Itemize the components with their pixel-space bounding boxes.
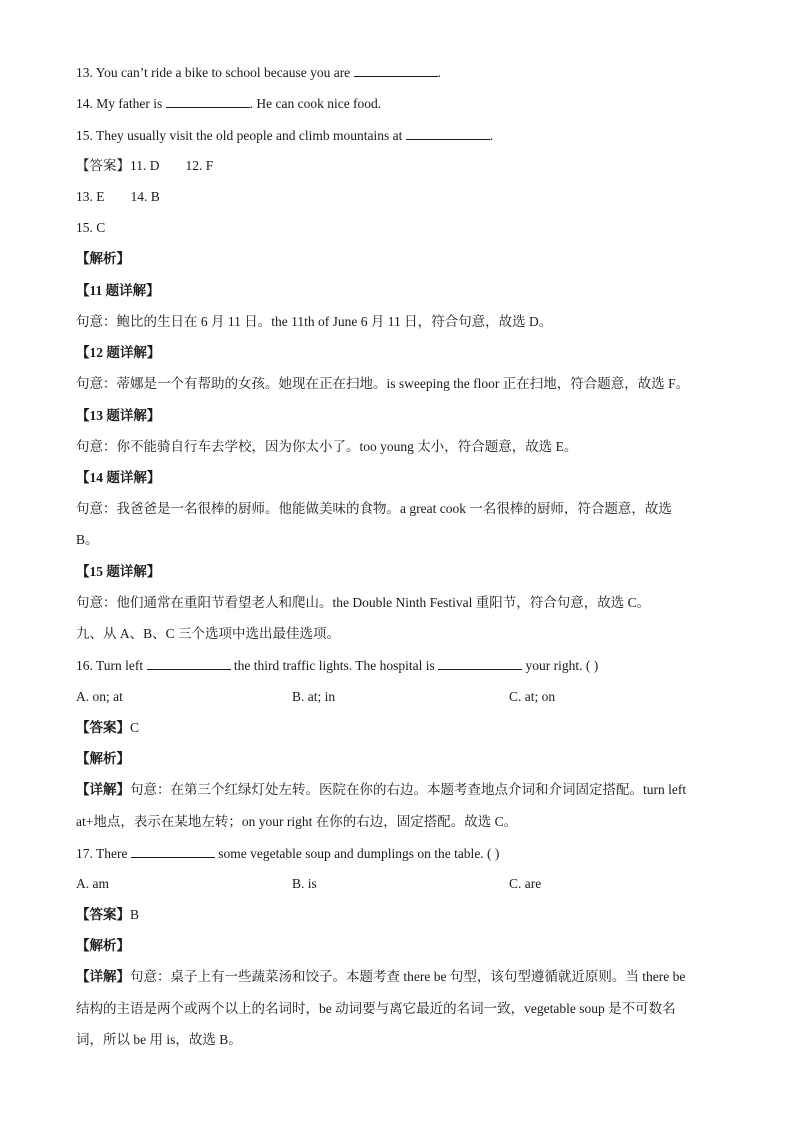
analysis-label: 【解析】: [76, 251, 130, 266]
detail-label: 【详解】: [76, 782, 130, 797]
question-16: [76, 656, 598, 675]
question-16-part2: the third traffic lights. The hospital is: [233, 658, 435, 673]
question-16-part1: 16. Turn left: [76, 658, 144, 673]
detail-12-body: 句意：蒂娜是一个有帮助的女孩。她现在正在扫地。is sweeping the floor 正在扫地，符合题意，故选 F。: [76, 376, 690, 391]
answer-blank: [406, 126, 490, 140]
q16-detail-line2: at+地点，表示在某地左转；on your right 在你的右边，固定搭配。故选 C。: [76, 814, 518, 829]
question-17: [76, 844, 499, 863]
detail-11-heading: 【11 题详解】: [76, 283, 160, 298]
answer-label: 【答案】: [76, 907, 130, 922]
q16-answer-value: C: [130, 720, 140, 735]
q17-detail-line2: 结构的主语是两个或两个以上的名词时，be 动词要与离它最近的名词一致，vegetable soup 是不可数名: [76, 1001, 676, 1016]
q17-answer: [76, 906, 139, 924]
answer-13: 13. E: [76, 189, 105, 204]
question-14: [76, 94, 381, 113]
answer-blank: [438, 656, 522, 670]
q16-option-b: B. at; in: [292, 689, 336, 704]
question-13: [76, 63, 441, 82]
question-14-end: . He can cook nice food.: [249, 96, 382, 111]
q17-detail-line1: [76, 968, 685, 986]
q17-option-c: C. are: [509, 876, 542, 891]
q17-detail-line3: 词，所以 be 用 is，故选 B。: [76, 1032, 242, 1047]
q16-answer: [76, 719, 139, 737]
detail-label: 【详解】: [76, 969, 130, 984]
q17-option-a: A. am: [76, 876, 109, 891]
question-14-text: 14. My father is: [76, 96, 163, 111]
answer-line-13-14: [76, 188, 160, 206]
answer-blank: [131, 844, 215, 858]
question-13-text: 13. You can’t ride a bike to school because you are: [76, 65, 351, 80]
answer-blank: [166, 94, 250, 108]
detail-11-body: 句意：鲍比的生日在 6 月 11 日。the 11th of June 6 月 11 日，符合句意，故选 D。: [76, 314, 553, 329]
q17-option-b: B. is: [292, 876, 317, 891]
q16-option-c: C. at; on: [509, 689, 556, 704]
answer-line-11-12: [76, 157, 213, 175]
question-17-part2: some vegetable soup and dumplings on the table. ( ): [218, 846, 500, 861]
detail-12-heading: 【12 题详解】: [76, 345, 161, 360]
detail-15-heading: 【15 题详解】: [76, 564, 161, 579]
answer-14: 14. B: [130, 189, 160, 204]
answer-label: 【答案】: [76, 158, 130, 173]
answer-blank: [147, 656, 231, 670]
answer-blank: [354, 63, 438, 77]
q16-detail-text: 句意：在第三个红绿灯处左转。医院在你的右边。本题考查地点介词和介词固定搭配。turn left: [130, 782, 687, 797]
q17-analysis-label: 【解析】: [76, 938, 130, 953]
q16-analysis-label: 【解析】: [76, 751, 130, 766]
question-16-part3: your right. ( ): [525, 658, 599, 673]
answer-15: 15. C: [76, 220, 106, 235]
q17-detail-text: 句意：桌子上有一些蔬菜汤和饺子。本题考查 there be 句型，该句型遵循就近原则。当 there be: [130, 969, 686, 984]
answer-label: 【答案】: [76, 720, 130, 735]
question-15-end: .: [489, 128, 494, 143]
answer-11: 11. D: [130, 158, 160, 173]
detail-14-body-line1: 句意：我爸爸是一名很棒的厨师。他能做美味的食物。a great cook 一名很棒的厨师，符合题意，故选: [76, 501, 672, 516]
question-13-end: .: [437, 65, 441, 80]
section-9-heading: 九、从 A、B、C 三个选项中选出最佳选项。: [76, 626, 341, 641]
detail-14-body-line2: B。: [76, 532, 99, 547]
answer-12: 12. F: [185, 158, 214, 173]
q16-option-a: A. on; at: [76, 689, 123, 704]
question-15: [76, 126, 493, 145]
question-17-part1: 17. There: [76, 846, 128, 861]
q17-answer-value: B: [130, 907, 140, 922]
detail-13-heading: 【13 题详解】: [76, 408, 161, 423]
detail-15-body: 句意：他们通常在重阳节看望老人和爬山。the Double Ninth Festival 重阳节，符合句意，故选 C。: [76, 595, 651, 610]
q16-detail-line1: [76, 781, 686, 799]
question-15-text: 15. They usually visit the old people and climb mountains at: [76, 128, 403, 143]
detail-13-body: 句意：你不能骑自行车去学校，因为你太小了。too young 太小，符合题意，故选 E。: [76, 439, 578, 454]
detail-14-heading: 【14 题详解】: [76, 470, 161, 485]
